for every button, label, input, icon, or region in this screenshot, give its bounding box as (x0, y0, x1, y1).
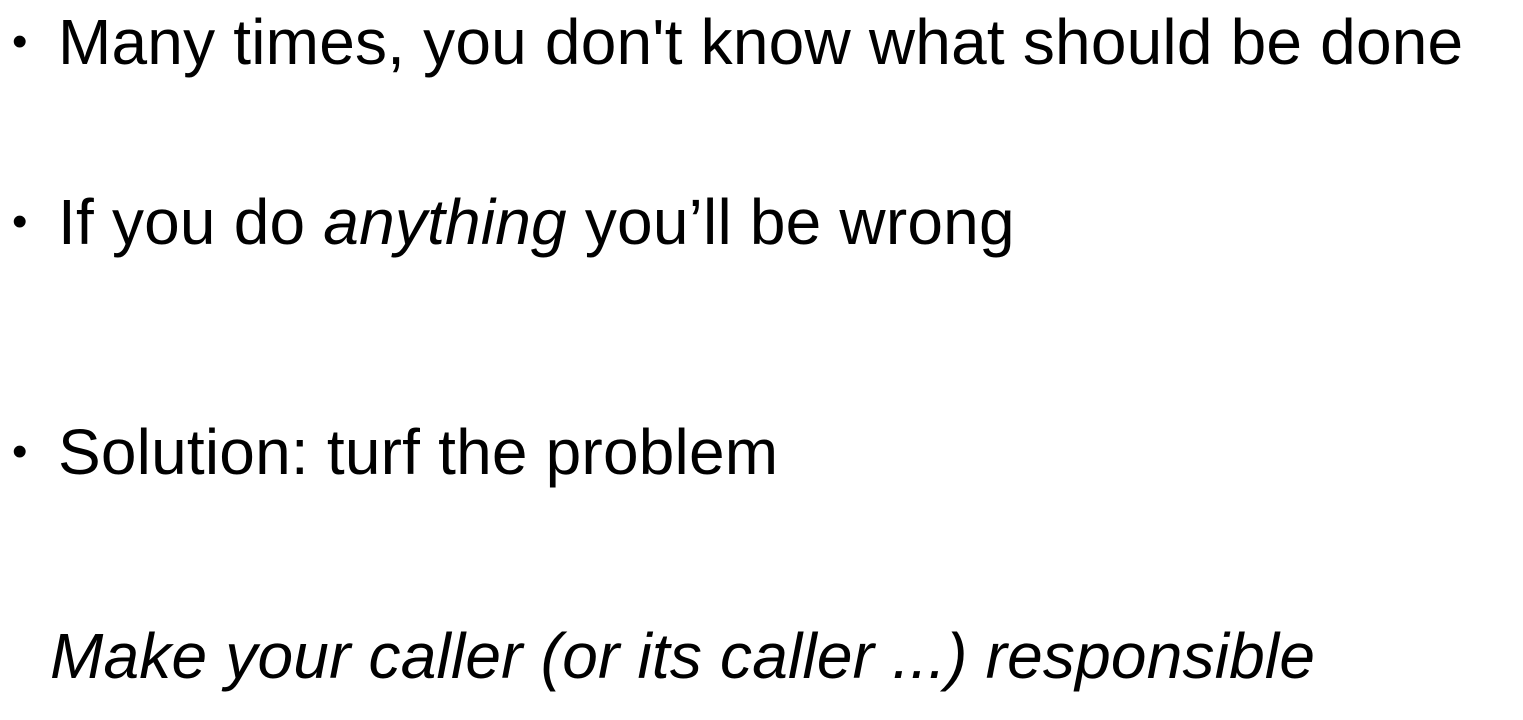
bullet-text: Solution: turf the problem (58, 416, 779, 488)
emphasized-word: anything (323, 186, 567, 258)
bullet-text-part: you’ll be wrong (566, 186, 1015, 258)
bullet-dot-icon: • (12, 197, 28, 246)
bullet-text-part: If you do (58, 186, 324, 258)
bullet-dot-icon: • (12, 427, 28, 476)
closing-statement: Make your caller (or its caller ...) responsible (50, 620, 1316, 692)
bullet-text: Many times, you don't know what should be done (58, 6, 1464, 78)
bullet-text (58, 182, 1498, 262)
bullet-dot-icon: • (12, 17, 28, 66)
